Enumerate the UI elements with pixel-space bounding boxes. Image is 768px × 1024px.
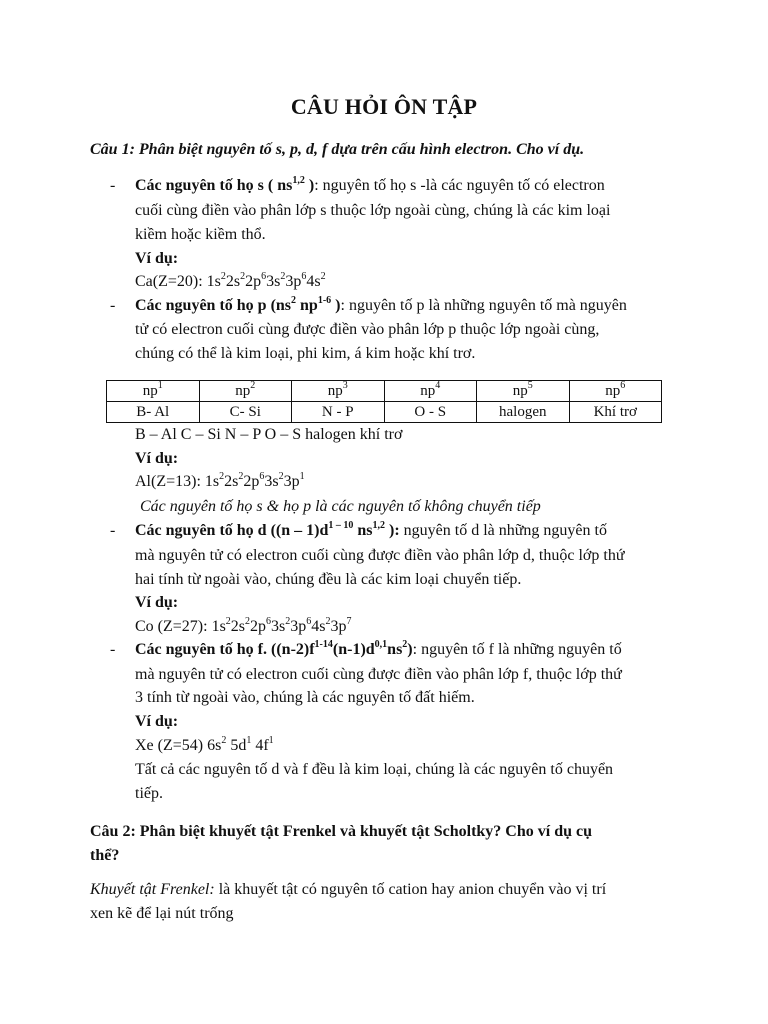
config-part: 4f	[251, 737, 269, 754]
p-block-sup: 2	[291, 294, 297, 306]
d-block-text-2: mà nguyên tử có electron cuối cùng được điền vào phân lớp d, thuộc lớp thứ	[135, 547, 625, 564]
config-part: Xe (Z=54) 6s	[135, 737, 222, 754]
f-block-label-end: )	[407, 641, 413, 658]
table-cell: O - S	[384, 402, 477, 423]
f-block-example-label: Ví dụ:	[135, 713, 179, 730]
p-block-example	[135, 472, 305, 492]
config-part: 4s	[306, 273, 321, 290]
config-part: 3s	[271, 618, 286, 635]
config-part: Ca(Z=20): 1s	[135, 273, 221, 290]
config-part: 2s	[225, 273, 241, 290]
config-sup: 2	[280, 270, 286, 282]
p-block-line-1	[135, 296, 627, 316]
question-1-heading: Câu 1: Phân biệt nguyên tố s, p, d, f dựa trên cấu hình electron. Cho ví dụ.	[90, 141, 585, 158]
s-block-example-label: Ví dụ:	[135, 250, 179, 267]
f-block-text-2: mà nguyên tử có electron cuối cùng được điền vào phân lớp f, thuộc lớp thứ	[135, 666, 622, 683]
config-part: 3s	[266, 273, 281, 290]
d-block-text-1: nguyên tố d là những nguyên tố	[399, 522, 607, 539]
frenkel-label: Khuyết tật Frenkel:	[90, 881, 215, 898]
config-sup: 2	[245, 615, 251, 627]
p-block-sup: 1-6	[317, 294, 332, 306]
table-cell: halogen	[477, 402, 570, 423]
list-bullet: -	[110, 297, 116, 314]
table-header-cell: $np^1$	[107, 381, 200, 402]
table-header-cell: $np^5$	[477, 381, 570, 402]
config-sup: 2	[220, 270, 226, 282]
table-cell: B- Al	[107, 402, 200, 423]
config-part: 3p	[283, 473, 300, 490]
config-sup: 2	[240, 270, 246, 282]
s-block-text-2: cuối cùng điền vào phân lớp s thuộc lớp ngoài cùng, chúng là các kim loại	[135, 202, 611, 219]
config-sup: 2	[325, 615, 331, 627]
f-block-sup: 2	[402, 638, 408, 650]
config-part: 2p	[245, 273, 262, 290]
config-part: 2s	[230, 618, 246, 635]
non-transition-note: Các nguyên tố họ s & họ p là các nguyên tố không chuyển tiếp	[140, 498, 541, 515]
config-part: Al(Z=13): 1s	[135, 473, 220, 490]
config-sup: 6	[301, 270, 307, 282]
table-cell: C- Si	[199, 402, 292, 423]
f-block-sup: 1-14	[314, 638, 333, 650]
table-header-cell: $np^2$	[199, 381, 292, 402]
p-block-label-end: )	[331, 297, 341, 314]
config-part: 2s	[224, 473, 239, 490]
s-block-text-1: : nguyên tố họ s -là các nguyên tố có electron	[314, 177, 605, 194]
frenkel-text-1: là khuyết tật có nguyên tố cation hay anion chuyển vào vị trí	[214, 881, 607, 898]
d-block-label-end: ):	[384, 522, 400, 539]
d-block-label-b: ns	[353, 522, 373, 539]
config-sup: 6	[306, 615, 312, 627]
p-block-table	[106, 380, 662, 423]
table-row	[107, 402, 662, 423]
config-part: 3p	[290, 618, 307, 635]
p-block-example-label: Ví dụ:	[135, 450, 179, 467]
f-block-example	[135, 736, 274, 756]
config-sup: 1	[268, 734, 274, 746]
config-sup: 1	[246, 734, 252, 746]
list-bullet: -	[110, 177, 116, 194]
list-bullet: -	[110, 522, 116, 539]
config-part: 2p	[250, 618, 267, 635]
d-block-sup: 1 – 10	[328, 519, 354, 531]
table-header-cell: $np^4$	[384, 381, 477, 402]
table-header-cell: $np^6$	[569, 381, 662, 402]
config-part: 5d	[226, 737, 247, 754]
list-bullet: -	[110, 641, 116, 658]
config-sup: 2	[320, 270, 326, 282]
f-block-label-b: (n-1)d	[332, 641, 375, 658]
page-title: CÂU HỎI ÔN TẬP	[290, 94, 478, 119]
conclusion-line-1: Tất cả các nguyên tố d và f đều là kim loại, chúng là các nguyên tố chuyển	[135, 761, 614, 778]
frenkel-text-2: xen kẽ để lại nút trống	[90, 905, 234, 922]
table-header-row	[107, 381, 662, 402]
table-cell: Khí trơ	[569, 402, 662, 423]
f-block-text-3: 3 tính từ ngoài vào, chúng là các nguyên tố đất hiếm.	[135, 689, 475, 706]
config-part: Co (Z=27): 1s	[135, 618, 226, 635]
p-block-text-1: : nguyên tố p là những nguyên tố mà nguyên	[340, 297, 627, 314]
config-sup: 6	[266, 615, 272, 627]
s-block-text-3: kiềm hoặc kiềm thổ.	[135, 226, 266, 243]
config-part: 3s	[264, 473, 279, 490]
config-sup: 2	[225, 615, 231, 627]
s-block-label-sup: 1,2	[292, 174, 305, 186]
f-block-label: Các nguyên tố họ f. ((n-2)f	[135, 641, 315, 658]
conclusion-line-2: tiếp.	[135, 785, 163, 802]
f-block-line-1	[135, 640, 622, 660]
config-sup: 2	[278, 470, 284, 482]
config-sup: 6	[259, 470, 265, 482]
config-sup: 6	[261, 270, 267, 282]
question-2-heading: Câu 2: Phân biệt khuyết tật Frenkel và khuyết tật Scholtky? Cho ví dụ cụ	[90, 823, 592, 840]
s-block-line-1	[135, 176, 605, 196]
f-block-label-c: ns	[387, 641, 403, 658]
config-part: 3p	[285, 273, 302, 290]
config-sup: 2	[285, 615, 291, 627]
d-block-label: Các nguyên tố họ d ((n – 1)d	[135, 522, 329, 539]
config-sup: 2	[219, 470, 225, 482]
config-sup: 2	[238, 470, 244, 482]
s-block-label: Các nguyên tố họ s ( ns	[135, 177, 293, 194]
p-block-label-b: np	[296, 297, 318, 314]
table-header-cell: $np^3$	[292, 381, 385, 402]
config-sup: 2	[221, 734, 227, 746]
d-block-example-label: Ví dụ:	[135, 594, 179, 611]
d-block-text-3: hai tính từ ngoài vào, chúng đều là các kim loại chuyển tiếp.	[135, 571, 522, 588]
config-part: 3p	[330, 618, 347, 635]
f-block-text-1: : nguyên tố f là những nguyên tố	[412, 641, 622, 658]
p-block-label: Các nguyên tố họ p (ns	[135, 297, 292, 314]
p-block-summary: B – Al C – Si N – P O – S halogen khí trơ	[135, 426, 403, 443]
table-cell: N - P	[292, 402, 385, 423]
d-block-example	[135, 617, 352, 637]
question-2-heading-cont: thể?	[90, 847, 120, 864]
p-block-text-2: tử có electron cuối cùng được điền vào phân lớp p thuộc lớp ngoài cùng,	[135, 321, 600, 338]
config-sup: 7	[346, 615, 352, 627]
d-block-line-1	[135, 521, 607, 541]
p-block-text-3: chúng có thể là kim loại, phi kim, á kim hoặc khí trơ.	[135, 345, 476, 362]
frenkel-line-1	[90, 880, 606, 900]
config-part: 4s	[311, 618, 326, 635]
s-block-example	[135, 272, 326, 292]
d-block-sup: 1,2	[372, 519, 385, 531]
config-sup: 1	[299, 470, 305, 482]
f-block-sup: 0,1	[374, 638, 388, 650]
config-part: 2p	[243, 473, 260, 490]
s-block-label-end: )	[304, 177, 315, 194]
